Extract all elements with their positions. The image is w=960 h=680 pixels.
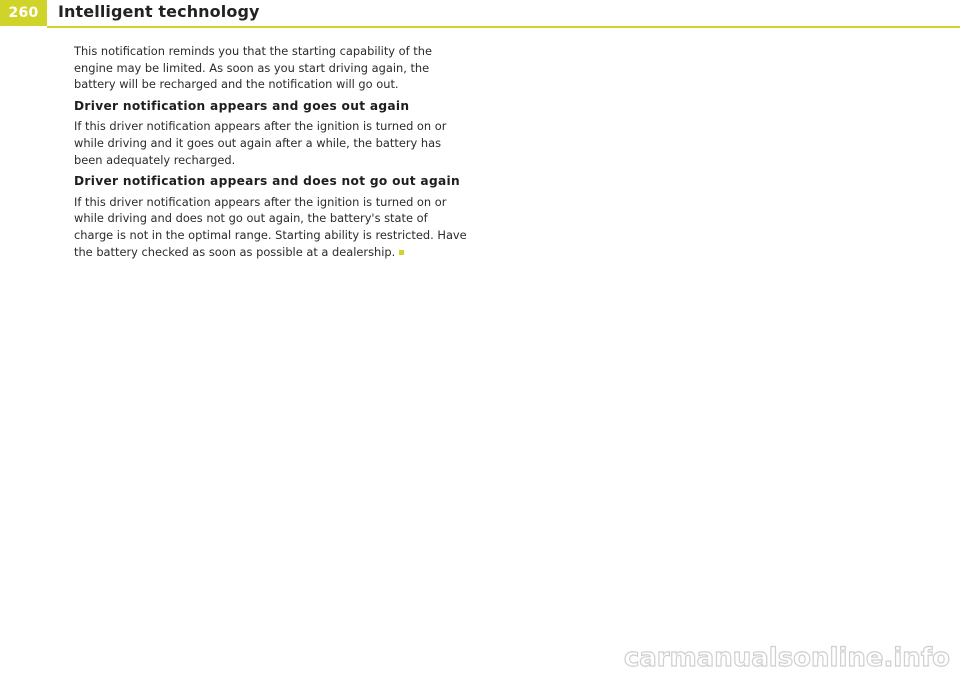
watermark-text: carmanualsonline.info (623, 643, 950, 673)
page-number: 260 (8, 5, 39, 21)
section-body-stays-on (74, 194, 469, 260)
header-divider (47, 26, 960, 28)
watermark-logo (612, 636, 952, 676)
section-heading-goes-out: Driver notification appears and goes out again (74, 98, 410, 113)
end-of-section-marker (399, 250, 404, 255)
page-number-badge (0, 0, 47, 26)
section-title: Intelligent technology (58, 2, 260, 21)
manual-content (74, 43, 469, 265)
intro-paragraph: This notification reminds you that the starting capability of the engine may be limited. As soon as you start driving again, the battery will be recharged and the notification will go out. (74, 44, 432, 92)
section-body-goes-out: If this driver notification appears after the ignition is turned on or while driving and it goes out again after a while, the battery has been adequately recharged. (74, 119, 447, 167)
section-body-stays-on-text: If this driver notification appears after the ignition is turned on or while driving and does not go out again, the battery's state of charge is not in the optimal range. Starting ability is restricted. Have the battery checked as soon as possible at a dealership. (74, 194, 467, 259)
section-heading-stays-on: Driver notification appears and does not go out again (74, 174, 460, 189)
